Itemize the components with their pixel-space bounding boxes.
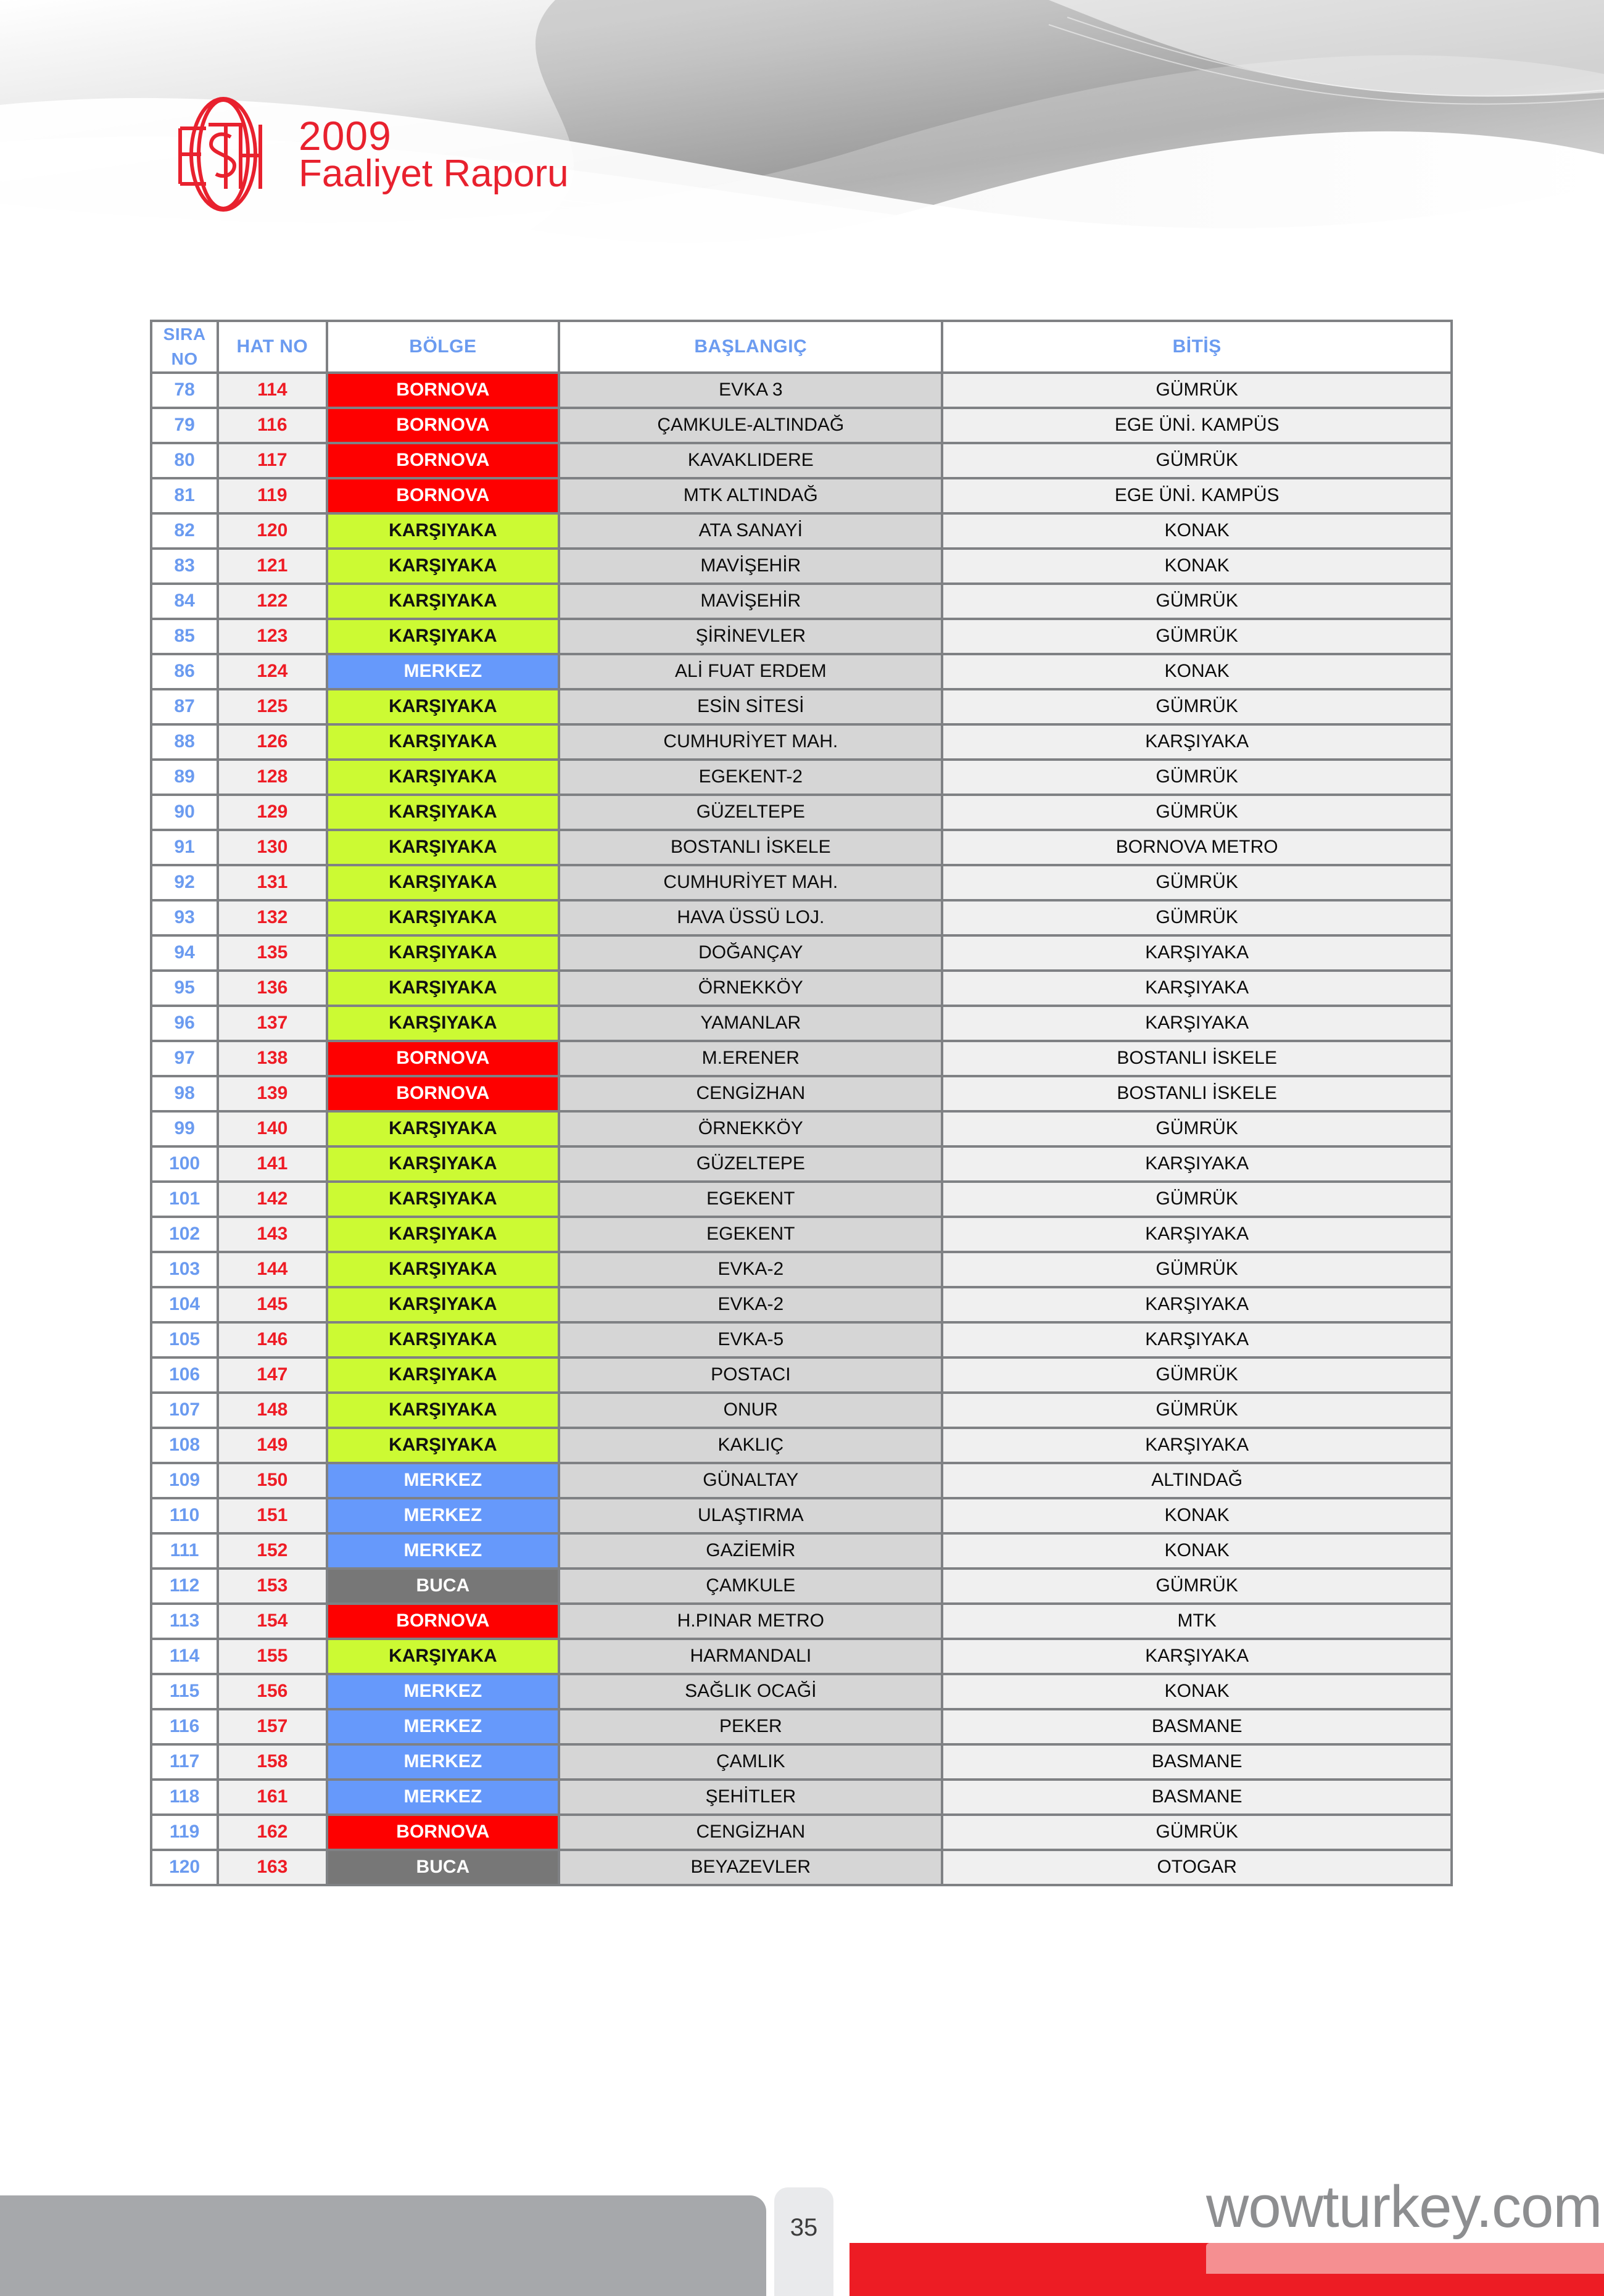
cell-hat-no: 114 [219,374,325,407]
cell-hat-no: 154 [219,1605,325,1638]
cell-hat-no: 123 [219,620,325,653]
cell-bolge: MERKEZ [328,1535,558,1567]
table-row [152,1675,1450,1708]
cell-hat-no: 151 [219,1499,325,1532]
cell-bolge: KARŞIYAKA [328,1288,558,1321]
cell-baslangic: YAMANLAR [560,1007,941,1040]
cell-bitis: GÜMRÜK [943,444,1450,477]
cell-sira-no: 86 [152,655,217,688]
cell-sira-no: 115 [152,1675,217,1708]
cell-baslangic: GÜZELTEPE [560,796,941,829]
cell-hat-no: 144 [219,1253,325,1286]
cell-bitis: BOSTANLI İSKELE [943,1077,1450,1110]
cell-sira-no: 93 [152,901,217,934]
cell-hat-no: 137 [219,1007,325,1040]
cell-hat-no: 122 [219,585,325,618]
cell-sira-no: 101 [152,1183,217,1216]
cell-hat-no: 120 [219,515,325,547]
cell-baslangic: ALİ FUAT ERDEM [560,655,941,688]
cell-hat-no: 152 [219,1535,325,1567]
cell-baslangic: CUMHURİYET MAH. [560,866,941,899]
cell-baslangic: ÇAMKULE-ALTINDAĞ [560,409,941,442]
cell-bolge: BUCA [328,1851,558,1884]
cell-bolge: KARŞIYAKA [328,726,558,758]
report-year: 2009 [299,113,392,159]
cell-bitis: KARŞIYAKA [943,1148,1450,1180]
page-number-tab [774,2187,833,2296]
cell-bitis: OTOGAR [943,1851,1450,1884]
cell-baslangic: ONUR [560,1394,941,1427]
cell-bolge: KARŞIYAKA [328,550,558,582]
cell-baslangic: EVKA-5 [560,1324,941,1356]
report-subtitle: Faaliyet Raporu [299,152,569,195]
cell-baslangic: HAVA ÜSSÜ LOJ. [560,901,941,934]
cell-bitis: ALTINDAĞ [943,1464,1450,1497]
cell-bolge: BORNOVA [328,1042,558,1075]
cell-bolge: MERKEZ [328,1499,558,1532]
site-watermark: wowturkey.com [1206,2174,1602,2240]
cell-sira-no: 106 [152,1359,217,1391]
table-row [152,374,1450,407]
cell-sira-no: 99 [152,1113,217,1145]
cell-baslangic: HARMANDALI [560,1640,941,1673]
cell-hat-no: 135 [219,937,325,969]
cell-bitis: GÜMRÜK [943,620,1450,653]
cell-baslangic: M.ERENER [560,1042,941,1075]
cell-bolge: KARŞIYAKA [328,1007,558,1040]
cell-bolge: KARŞIYAKA [328,1183,558,1216]
cell-baslangic: EVKA-2 [560,1288,941,1321]
table-row [152,1324,1450,1356]
cell-bolge: KARŞIYAKA [328,1218,558,1251]
table-row [152,1042,1450,1075]
eshot-monogram-icon [162,93,285,216]
cell-bitis: BORNOVA METRO [943,831,1450,864]
cell-hat-no: 156 [219,1675,325,1708]
cell-bolge: KARŞIYAKA [328,620,558,653]
column-header-bitis: BİTİŞ [943,322,1450,371]
cell-baslangic: KAKLIÇ [560,1429,941,1462]
cell-hat-no: 148 [219,1394,325,1427]
cell-sira-no: 83 [152,550,217,582]
cell-hat-no: 161 [219,1781,325,1813]
cell-sira-no: 95 [152,972,217,1005]
cell-sira-no: 97 [152,1042,217,1075]
page-number: 35 [790,2214,818,2241]
cell-bitis: KARŞIYAKA [943,726,1450,758]
cell-bitis: EGE ÜNİ. KAMPÜS [943,409,1450,442]
column-header-bolge: BÖLGE [328,322,558,371]
table-row [152,409,1450,442]
cell-hat-no: 131 [219,866,325,899]
table-row [152,1816,1450,1849]
cell-bolge: KARŞIYAKA [328,1640,558,1673]
cell-baslangic: BEYAZEVLER [560,1851,941,1884]
cell-sira-no: 88 [152,726,217,758]
cell-baslangic: ŞİRİNEVLER [560,620,941,653]
cell-hat-no: 145 [219,1288,325,1321]
cell-baslangic: ATA SANAYİ [560,515,941,547]
cell-sira-no: 102 [152,1218,217,1251]
cell-bitis: KONAK [943,1499,1450,1532]
cell-hat-no: 142 [219,1183,325,1216]
cell-hat-no: 162 [219,1816,325,1849]
cell-baslangic: KAVAKLIDERE [560,444,941,477]
table-row [152,1464,1450,1497]
table-body [152,374,1450,1884]
cell-bolge: KARŞIYAKA [328,1253,558,1286]
cell-bitis: KARŞIYAKA [943,1429,1450,1462]
cell-baslangic: GÜZELTEPE [560,1148,941,1180]
cell-hat-no: 141 [219,1148,325,1180]
cell-sira-no: 91 [152,831,217,864]
table-row [152,796,1450,829]
table-row [152,1605,1450,1638]
footer-red-highlight [1206,2243,1604,2274]
cell-bitis: KARŞIYAKA [943,1640,1450,1673]
cell-baslangic: EGEKENT [560,1183,941,1216]
cell-bolge: KARŞIYAKA [328,831,558,864]
cell-hat-no: 140 [219,1113,325,1145]
cell-bitis: KONAK [943,1675,1450,1708]
cell-sira-no: 103 [152,1253,217,1286]
cell-bitis: MTK [943,1605,1450,1638]
cell-bolge: BORNOVA [328,444,558,477]
cell-bitis: GÜMRÜK [943,1570,1450,1602]
cell-sira-no: 118 [152,1781,217,1813]
table-row [152,901,1450,934]
table-row [152,1183,1450,1216]
cell-bolge: KARŞIYAKA [328,761,558,794]
cell-baslangic: ÖRNEKKÖY [560,1113,941,1145]
cell-bolge: KARŞIYAKA [328,585,558,618]
cell-sira-no: 78 [152,374,217,407]
table-row [152,761,1450,794]
cell-bitis: GÜMRÜK [943,1394,1450,1427]
cell-hat-no: 119 [219,479,325,512]
table-row [152,1746,1450,1778]
cell-hat-no: 146 [219,1324,325,1356]
bus-routes-table [150,320,1453,1886]
cell-bitis: BASMANE [943,1781,1450,1813]
cell-bitis: EGE ÜNİ. KAMPÜS [943,479,1450,512]
cell-sira-no: 87 [152,690,217,723]
cell-sira-no: 80 [152,444,217,477]
cell-hat-no: 147 [219,1359,325,1391]
cell-bolge: BORNOVA [328,1816,558,1849]
cell-bitis: GÜMRÜK [943,1253,1450,1286]
table-row [152,1570,1450,1602]
column-header-hat-no: HAT NO [219,322,325,371]
cell-hat-no: 138 [219,1042,325,1075]
cell-bitis: GÜMRÜK [943,1816,1450,1849]
table-row [152,1077,1450,1110]
cell-hat-no: 155 [219,1640,325,1673]
cell-baslangic: ÖRNEKKÖY [560,972,941,1005]
cell-bitis: KARŞIYAKA [943,1288,1450,1321]
cell-sira-no: 112 [152,1570,217,1602]
cell-bolge: KARŞIYAKA [328,1324,558,1356]
table-row [152,585,1450,618]
table-row [152,690,1450,723]
cell-baslangic: CUMHURİYET MAH. [560,726,941,758]
cell-baslangic: MAVİŞEHİR [560,585,941,618]
cell-bitis: BOSTANLI İSKELE [943,1042,1450,1075]
cell-sira-no: 117 [152,1746,217,1778]
cell-bitis: GÜMRÜK [943,690,1450,723]
page-header-banner [0,0,1604,253]
cell-sira-no: 114 [152,1640,217,1673]
cell-bitis: GÜMRÜK [943,1113,1450,1145]
table-row [152,479,1450,512]
cell-bitis: KARŞIYAKA [943,937,1450,969]
cell-sira-no: 104 [152,1288,217,1321]
table-row [152,1113,1450,1145]
cell-bolge: BORNOVA [328,374,558,407]
cell-hat-no: 139 [219,1077,325,1110]
cell-sira-no: 98 [152,1077,217,1110]
cell-bolge: KARŞIYAKA [328,690,558,723]
cell-baslangic: CENGİZHAN [560,1077,941,1110]
cell-sira-no: 116 [152,1710,217,1743]
cell-hat-no: 125 [219,690,325,723]
cell-bitis: BASMANE [943,1710,1450,1743]
cell-baslangic: EVKA-2 [560,1253,941,1286]
cell-bolge: KARŞIYAKA [328,1394,558,1427]
cell-bolge: KARŞIYAKA [328,901,558,934]
cell-baslangic: GAZİEMİR [560,1535,941,1567]
table-row [152,550,1450,582]
bus-routes-table-container [150,320,1453,1886]
table-row [152,1781,1450,1813]
cell-hat-no: 130 [219,831,325,864]
table-row [152,937,1450,969]
cell-baslangic: ÇAMKULE [560,1570,941,1602]
cell-hat-no: 128 [219,761,325,794]
cell-bolge: KARŞIYAKA [328,866,558,899]
cell-baslangic: ÇAMLIK [560,1746,941,1778]
table-row [152,831,1450,864]
cell-bitis: KARŞIYAKA [943,1218,1450,1251]
cell-bolge: KARŞIYAKA [328,937,558,969]
cell-bitis: GÜMRÜK [943,866,1450,899]
cell-bitis: KARŞIYAKA [943,1007,1450,1040]
cell-hat-no: 163 [219,1851,325,1884]
cell-bolge: BORNOVA [328,479,558,512]
table-row [152,726,1450,758]
table-row [152,1288,1450,1321]
cell-bitis: KONAK [943,1535,1450,1567]
cell-sira-no: 108 [152,1429,217,1462]
cell-bolge: BUCA [328,1570,558,1602]
cell-bolge: MERKEZ [328,655,558,688]
cell-baslangic: POSTACI [560,1359,941,1391]
cell-bolge: MERKEZ [328,1464,558,1497]
cell-bolge: KARŞIYAKA [328,972,558,1005]
cell-sira-no: 90 [152,796,217,829]
cell-bolge: KARŞIYAKA [328,515,558,547]
table-row [152,515,1450,547]
report-logo [162,93,569,216]
cell-baslangic: H.PINAR METRO [560,1605,941,1638]
cell-sira-no: 119 [152,1816,217,1849]
cell-sira-no: 109 [152,1464,217,1497]
cell-baslangic: EGEKENT-2 [560,761,941,794]
cell-bitis: KONAK [943,515,1450,547]
cell-bitis: KONAK [943,655,1450,688]
cell-sira-no: 92 [152,866,217,899]
cell-baslangic: DOĞANÇAY [560,937,941,969]
footer-gray-bar [0,2195,766,2296]
cell-baslangic: BOSTANLI İSKELE [560,831,941,864]
cell-sira-no: 89 [152,761,217,794]
cell-bitis: BASMANE [943,1746,1450,1778]
table-row [152,1429,1450,1462]
table-row [152,444,1450,477]
cell-baslangic: EGEKENT [560,1218,941,1251]
cell-sira-no: 94 [152,937,217,969]
cell-baslangic: CENGİZHAN [560,1816,941,1849]
table-row [152,1148,1450,1180]
cell-sira-no: 110 [152,1499,217,1532]
table-row [152,1535,1450,1567]
cell-bolge: BORNOVA [328,409,558,442]
table-row [152,655,1450,688]
cell-baslangic: MTK ALTINDAĞ [560,479,941,512]
cell-sira-no: 96 [152,1007,217,1040]
cell-hat-no: 153 [219,1570,325,1602]
cell-bitis: GÜMRÜK [943,796,1450,829]
cell-baslangic: PEKER [560,1710,941,1743]
table-row [152,1253,1450,1286]
cell-sira-no: 81 [152,479,217,512]
cell-baslangic: SAĞLIK OCAĞİ [560,1675,941,1708]
cell-hat-no: 157 [219,1710,325,1743]
cell-hat-no: 116 [219,409,325,442]
cell-bitis: GÜMRÜK [943,374,1450,407]
cell-baslangic: ULAŞTIRMA [560,1499,941,1532]
column-header-sira-line2: NO [171,349,198,368]
cell-bitis: GÜMRÜK [943,585,1450,618]
table-row [152,1710,1450,1743]
table-row [152,1640,1450,1673]
column-header-sira-no [152,322,217,371]
cell-sira-no: 84 [152,585,217,618]
cell-bolge: MERKEZ [328,1675,558,1708]
cell-bolge: KARŞIYAKA [328,1359,558,1391]
cell-bitis: GÜMRÜK [943,761,1450,794]
cell-hat-no: 117 [219,444,325,477]
table-row [152,972,1450,1005]
cell-bolge: KARŞIYAKA [328,796,558,829]
cell-sira-no: 113 [152,1605,217,1638]
cell-sira-no: 120 [152,1851,217,1884]
cell-hat-no: 129 [219,796,325,829]
cell-sira-no: 105 [152,1324,217,1356]
cell-sira-no: 111 [152,1535,217,1567]
cell-bolge: KARŞIYAKA [328,1113,558,1145]
cell-sira-no: 85 [152,620,217,653]
cell-hat-no: 126 [219,726,325,758]
cell-baslangic: EVKA 3 [560,374,941,407]
cell-sira-no: 82 [152,515,217,547]
cell-sira-no: 79 [152,409,217,442]
table-row [152,1499,1450,1532]
table-row [152,620,1450,653]
cell-bitis: GÜMRÜK [943,1183,1450,1216]
cell-hat-no: 143 [219,1218,325,1251]
cell-hat-no: 132 [219,901,325,934]
cell-bolge: KARŞIYAKA [328,1148,558,1180]
cell-hat-no: 149 [219,1429,325,1462]
column-header-baslangic: BAŞLANGIÇ [560,322,941,371]
table-row [152,866,1450,899]
cell-baslangic: GÜNALTAY [560,1464,941,1497]
table-row [152,1359,1450,1391]
table-row [152,1851,1450,1884]
cell-bolge: MERKEZ [328,1710,558,1743]
table-row [152,1394,1450,1427]
table-row [152,1218,1450,1251]
cell-hat-no: 158 [219,1746,325,1778]
cell-bitis: KARŞIYAKA [943,1324,1450,1356]
cell-bitis: GÜMRÜK [943,1359,1450,1391]
cell-bolge: MERKEZ [328,1781,558,1813]
cell-hat-no: 136 [219,972,325,1005]
cell-hat-no: 150 [219,1464,325,1497]
cell-baslangic: ŞEHİTLER [560,1781,941,1813]
table-row [152,1007,1450,1040]
cell-hat-no: 121 [219,550,325,582]
cell-baslangic: MAVİŞEHİR [560,550,941,582]
cell-bolge: BORNOVA [328,1605,558,1638]
cell-hat-no: 124 [219,655,325,688]
cell-bitis: GÜMRÜK [943,901,1450,934]
table-header-row [152,322,1450,371]
cell-sira-no: 107 [152,1394,217,1427]
cell-bolge: KARŞIYAKA [328,1429,558,1462]
cell-bitis: KONAK [943,550,1450,582]
cell-sira-no: 100 [152,1148,217,1180]
column-header-sira-line1: SIRA [163,325,206,344]
cell-bolge: BORNOVA [328,1077,558,1110]
cell-bitis: KARŞIYAKA [943,972,1450,1005]
cell-baslangic: ESİN SİTESİ [560,690,941,723]
cell-bolge: MERKEZ [328,1746,558,1778]
